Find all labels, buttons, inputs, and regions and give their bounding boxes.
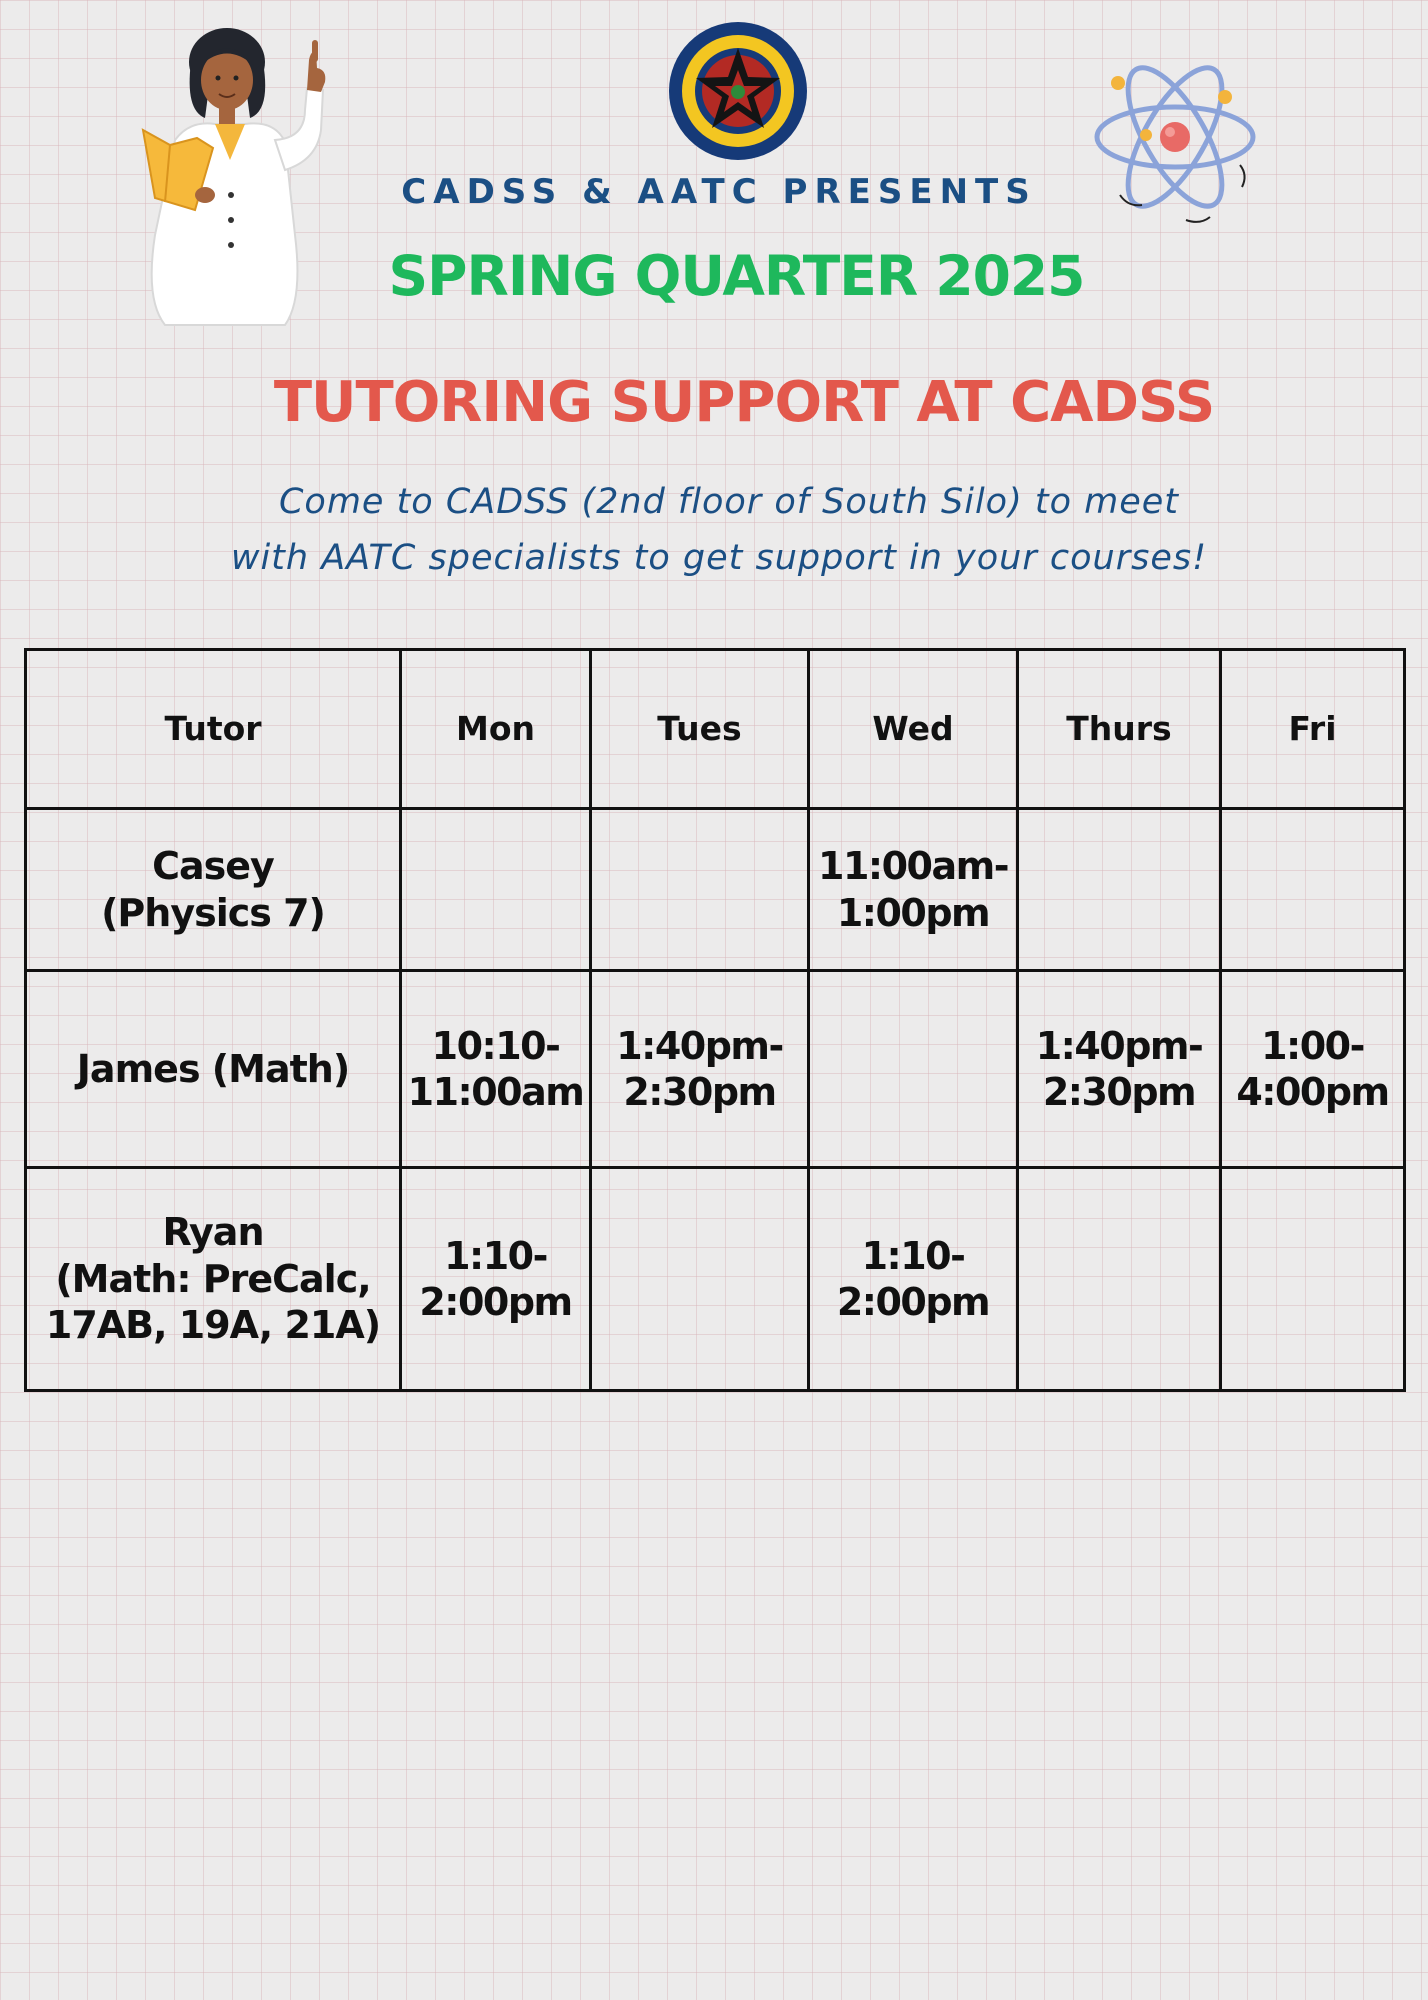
time-end: 11:00am	[407, 1070, 584, 1114]
fri-cell	[1221, 971, 1405, 1168]
page-title: TUTORING SUPPORT AT CADSS	[273, 370, 1215, 435]
tutoring-schedule-table	[24, 648, 1406, 1392]
time-end: 4:00pm	[1236, 1070, 1389, 1114]
wed-cell	[809, 809, 1018, 971]
fri-cell	[1221, 809, 1405, 971]
time-end: 2:30pm	[623, 1070, 776, 1114]
column-header-thurs: Thurs	[1018, 650, 1221, 809]
tutor-courses: 17AB, 19A, 21A)	[45, 1303, 381, 1348]
tutor-name: Ryan	[162, 1210, 264, 1255]
mon-cell	[401, 1168, 591, 1391]
mon-cell	[401, 809, 591, 971]
time-end: 2:00pm	[419, 1280, 572, 1324]
presenter-line: CADSS & AATC PRESENTS	[401, 172, 1037, 212]
time-start: 11:00am-	[818, 844, 1008, 889]
intro-text-line-1: Come to CADSS (2nd floor of South Silo) to meet	[278, 482, 1180, 522]
tues-cell	[591, 809, 809, 971]
tutor-cell	[26, 1168, 401, 1391]
table-header-row	[26, 650, 1405, 809]
column-header-tutor: Tutor	[26, 650, 401, 809]
time-end: 2:00pm	[836, 1280, 990, 1324]
wed-cell	[809, 971, 1018, 1168]
tues-cell	[591, 971, 809, 1168]
quarter-title: SPRING QUARTER 2025	[388, 244, 1085, 308]
column-header-wed: Wed	[809, 650, 1018, 809]
tutor-subject: (Math: PreCalc,	[55, 1256, 371, 1301]
time-start: 10:10-	[431, 1023, 560, 1068]
star-emblem-icon	[668, 20, 808, 162]
mon-cell	[401, 971, 591, 1168]
thurs-cell	[1018, 809, 1221, 971]
tutor-subject: (Physics 7)	[101, 890, 325, 935]
tutor-name: Casey	[152, 844, 274, 889]
thurs-cell	[1018, 1168, 1221, 1391]
time-start: 1:40pm-	[1035, 1023, 1203, 1068]
time-start: 1:10-	[444, 1233, 547, 1278]
tutor-name: James (Math)	[76, 1046, 350, 1091]
tues-cell	[591, 1168, 809, 1391]
time-end: 2:30pm	[1042, 1070, 1196, 1114]
thurs-cell	[1018, 971, 1221, 1168]
wed-cell	[809, 1168, 1018, 1391]
column-header-fri: Fri	[1221, 650, 1405, 809]
intro-text-line-2: with AATC specialists to get support in your courses!	[230, 538, 1208, 578]
time-end: 1:00pm	[836, 890, 990, 935]
fri-cell	[1221, 1168, 1405, 1391]
table-row-james	[26, 971, 1405, 1168]
column-header-tues: Tues	[591, 650, 809, 809]
tutor-cell	[26, 971, 401, 1168]
time-start: 1:10-	[861, 1233, 965, 1278]
table-row-ryan	[26, 1168, 1405, 1391]
table-row-casey	[26, 809, 1405, 971]
column-header-mon: Mon	[401, 650, 591, 809]
tutor-cell	[26, 809, 401, 971]
time-start: 1:40pm-	[616, 1023, 783, 1068]
time-start: 1:00-	[1261, 1023, 1364, 1068]
